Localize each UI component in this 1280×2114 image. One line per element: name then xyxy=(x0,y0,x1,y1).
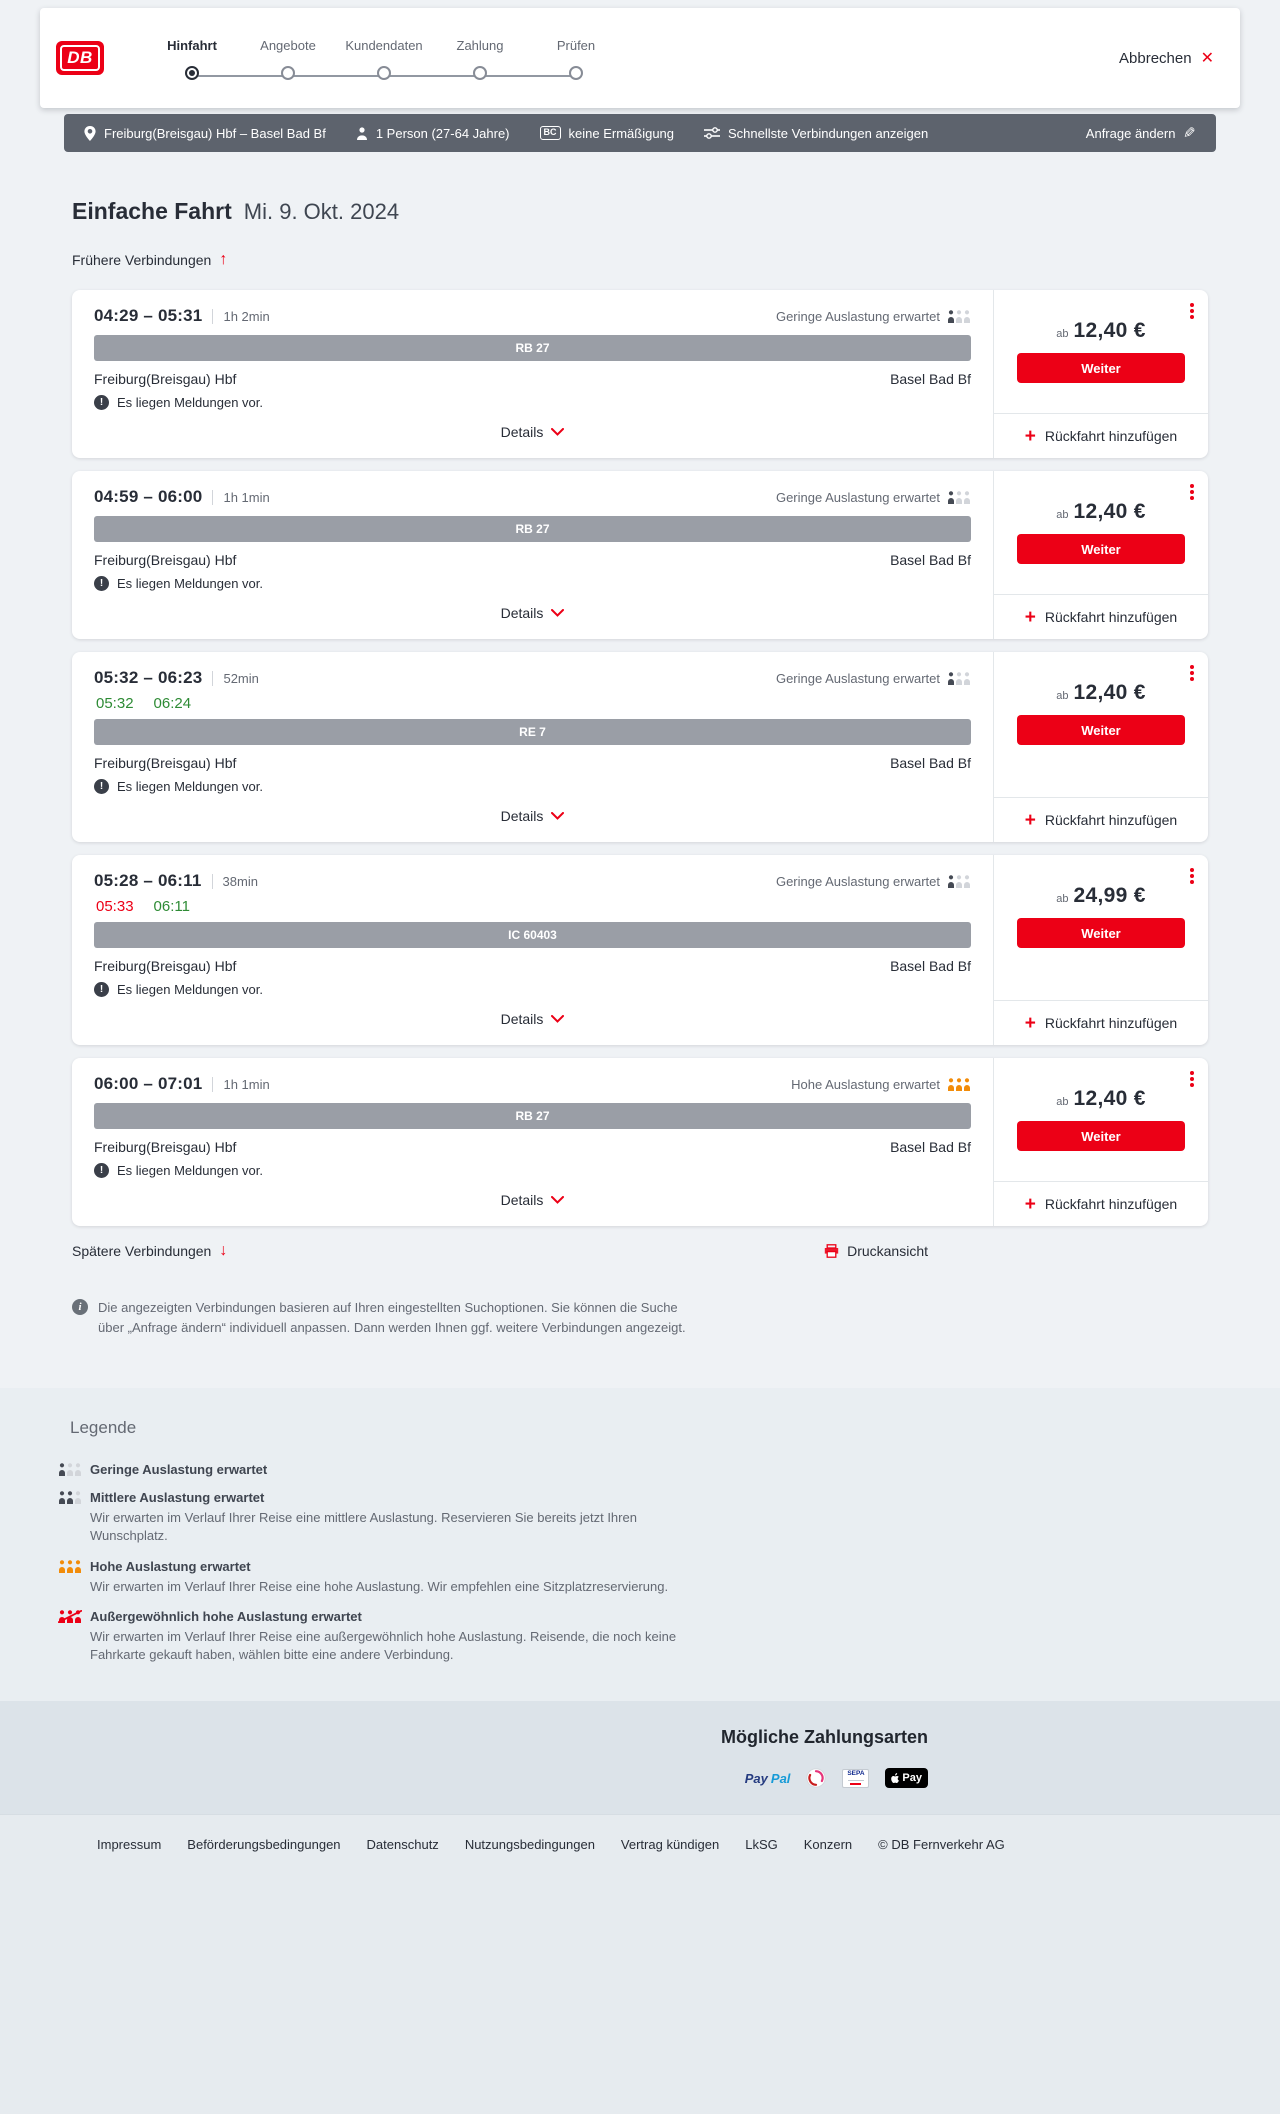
journey-passengers-label: 1 Person (27-64 Jahre) xyxy=(375,125,510,141)
pencil-icon xyxy=(1183,124,1196,142)
connection-card-1 xyxy=(72,290,1208,458)
journey-discount xyxy=(540,126,675,141)
payment-methods xyxy=(0,1768,928,1788)
footer-link-konzern[interactable]: Konzern xyxy=(803,1837,853,1853)
add-return-button[interactable]: + Rückfahrt hinzufügen xyxy=(994,594,1208,639)
step-dot-active xyxy=(185,66,199,80)
departure-station: Freiburg(Breisgau) Hbf xyxy=(94,958,237,974)
add-return-button[interactable]: + Rückfahrt hinzufügen xyxy=(994,1181,1208,1226)
journey-route xyxy=(84,126,326,141)
arrow-up-icon xyxy=(219,251,227,269)
train-label-bar[interactable]: RE 7 xyxy=(94,719,971,745)
occupancy-indicator: Geringe Auslastung erwartet xyxy=(776,490,971,505)
chevron-down-icon xyxy=(551,1015,564,1023)
plus-icon xyxy=(1025,1195,1036,1214)
occupancy-extreme-icon xyxy=(58,1610,82,1623)
divider xyxy=(212,490,213,505)
connection-duration: 1h 2min xyxy=(223,308,270,324)
footer-link-befoerderungsbedingungen[interactable]: Beförderungsbedingungen xyxy=(187,1837,341,1853)
progress-steps xyxy=(144,36,624,80)
connection-card-2 xyxy=(72,471,1208,639)
db-logo-text: DB xyxy=(60,45,100,71)
earlier-connections-label: Frühere Verbindungen xyxy=(72,252,212,268)
footer-copyright: © DB Fernverkehr AG xyxy=(878,1837,1005,1853)
chevron-down-icon xyxy=(551,1196,564,1204)
real-time-row xyxy=(96,898,971,915)
journey-route-label: Freiburg(Breisgau) Hbf – Basel Bad Bf xyxy=(104,125,326,141)
connection-card-3 xyxy=(72,652,1208,842)
departure-station: Freiburg(Breisgau) Hbf xyxy=(94,371,237,387)
continue-button[interactable]: Weiter xyxy=(1017,534,1185,564)
train-label-bar[interactable]: RB 27 xyxy=(94,516,971,542)
step-dot xyxy=(569,66,583,80)
step-hinfahrt: Hinfahrt xyxy=(144,38,240,80)
footer-link-impressum[interactable]: Impressum xyxy=(97,1837,162,1853)
warning-icon xyxy=(94,1163,109,1178)
fastest-connections-toggle[interactable] xyxy=(704,126,928,141)
details-toggle[interactable]: Details xyxy=(94,591,971,631)
warning-icon xyxy=(94,779,109,794)
footer xyxy=(0,1814,1280,2114)
real-arrival-time: 06:24 xyxy=(153,695,192,712)
departure-station: Freiburg(Breisgau) Hbf xyxy=(94,755,237,771)
occupancy-icon xyxy=(947,1078,971,1091)
later-connections-label: Spätere Verbindungen xyxy=(72,1243,212,1259)
edit-request-label: Anfrage ändern xyxy=(1085,125,1176,141)
step-dot xyxy=(281,66,295,80)
step-angebote: Angebote xyxy=(240,38,336,80)
arrival-station: Basel Bad Bf xyxy=(890,755,971,771)
warning-icon xyxy=(94,576,109,591)
divider xyxy=(212,1077,213,1092)
train-label-bar[interactable]: IC 60403 xyxy=(94,922,971,948)
connection-times: 06:00 – 07:01 xyxy=(94,1074,203,1093)
details-toggle[interactable]: Details xyxy=(94,794,971,834)
step-dot xyxy=(473,66,487,80)
notice-text: Es liegen Meldungen vor. xyxy=(117,1163,263,1178)
occupancy-icon xyxy=(947,672,971,685)
notice-text: Es liegen Meldungen vor. xyxy=(117,982,263,997)
cancel-button[interactable] xyxy=(1119,48,1214,68)
info-note xyxy=(72,1298,1208,1338)
legend-item-extreme: Außergewöhnlich hohe Auslastung erwartet Wir erwarten im Verlauf Ihrer Reise eine außergewöhnlich hohe Auslastung. Reisende, die noch keine Fahrkarte gekauft haben, wählen bitte eine andere Verbindung. xyxy=(58,1609,1208,1664)
warning-icon xyxy=(94,395,109,410)
print-view-link[interactable] xyxy=(824,1243,928,1259)
journey-discount-label: keine Ermäßigung xyxy=(568,125,675,141)
fastest-connections-label: Schnellste Verbindungen anzeigen xyxy=(728,125,929,141)
header-bar xyxy=(40,8,1240,108)
step-kundendaten: Kundendaten xyxy=(336,38,432,80)
arrow-down-icon xyxy=(219,1242,227,1260)
plus-icon xyxy=(1025,1014,1036,1033)
train-label-bar[interactable]: RB 27 xyxy=(94,1103,971,1129)
footer-link-datenschutz[interactable]: Datenschutz xyxy=(366,1837,439,1853)
sepa-icon: SEPA xyxy=(842,1769,869,1788)
step-zahlung: Zahlung xyxy=(432,38,528,80)
departure-station: Freiburg(Breisgau) Hbf xyxy=(94,1139,237,1155)
db-logo xyxy=(56,41,104,75)
step-pruefen: Prüfen xyxy=(528,38,624,80)
occupancy-indicator: Geringe Auslastung erwartet xyxy=(776,671,971,686)
filter-sliders-icon xyxy=(704,127,720,139)
warning-icon xyxy=(94,982,109,997)
real-arrival-time: 06:11 xyxy=(153,898,190,915)
more-options-menu[interactable] xyxy=(1187,662,1197,684)
occupancy-icon xyxy=(947,875,971,888)
edit-request-button[interactable] xyxy=(1086,124,1196,142)
connection-times: 05:32 – 06:23 xyxy=(94,668,203,687)
more-options-menu[interactable] xyxy=(1187,481,1197,503)
price: ab 12,40 € xyxy=(1056,1087,1146,1110)
more-options-menu[interactable] xyxy=(1187,865,1197,887)
apple-logo-icon xyxy=(891,1773,900,1784)
arrival-station: Basel Bad Bf xyxy=(890,958,971,974)
travel-date: Mi. 9. Okt. 2024 xyxy=(243,199,400,224)
arrival-station: Basel Bad Bf xyxy=(890,552,971,568)
journey-passengers xyxy=(356,126,510,141)
details-toggle[interactable]: Details xyxy=(94,997,971,1037)
journey-summary-bar xyxy=(64,114,1216,152)
add-return-button[interactable]: + Rückfahrt hinzufügen xyxy=(994,1000,1208,1045)
occupancy-indicator: Hohe Auslastung erwartet xyxy=(791,1077,971,1092)
step-dot xyxy=(377,66,391,80)
printer-icon xyxy=(824,1244,839,1258)
legend-title: Legende xyxy=(70,1418,137,1438)
continue-button[interactable]: Weiter xyxy=(1017,715,1185,745)
price: ab 12,40 € xyxy=(1056,500,1146,523)
divider xyxy=(212,671,213,686)
arrival-station: Basel Bad Bf xyxy=(890,371,971,387)
connection-times: 04:29 – 05:31 xyxy=(94,306,203,325)
info-text: Die angezeigten Verbindungen basieren auf Ihren eingestellten Suchoptionen. Sie können die Suche über „Anfrage ändern“ individuell anpassen. Dann werden Ihnen ggf. weitere Verbindungen angezeigt. xyxy=(98,1300,686,1336)
location-pin-icon xyxy=(84,126,96,141)
details-toggle[interactable]: Details xyxy=(94,410,971,450)
cancel-label: Abbrechen xyxy=(1119,49,1192,67)
plus-icon xyxy=(1025,427,1036,446)
chevron-down-icon xyxy=(551,428,564,436)
page-title: Einfache Fahrt xyxy=(72,198,232,224)
paypal-icon: Pay Pal xyxy=(744,1770,791,1786)
bahncard-icon: BC xyxy=(540,126,561,140)
later-connections-link[interactable] xyxy=(72,1242,227,1260)
add-return-button[interactable]: + Rückfahrt hinzufügen xyxy=(994,797,1208,842)
legend-item-medium: Mittlere Auslastung erwartet Wir erwarten im Verlauf Ihrer Reise eine mittlere Auslastung. Reservieren Sie bereits jetzt Ihren Wunschplatz. xyxy=(58,1490,1208,1545)
connection-duration: 1h 1min xyxy=(223,1076,270,1092)
arrival-station: Basel Bad Bf xyxy=(890,1139,971,1155)
connection-duration: 52min xyxy=(223,670,259,686)
legend-item-high: Hohe Auslastung erwartet Wir erwarten im Verlauf Ihrer Reise eine hohe Auslastung. Wir empfehlen eine Sitzplatzreservierung. xyxy=(58,1559,1208,1596)
occupancy-indicator: Geringe Auslastung erwartet xyxy=(776,874,971,889)
connection-duration: 1h 1min xyxy=(223,489,270,505)
divider xyxy=(212,309,213,324)
connection-duration: 38min xyxy=(222,873,258,889)
more-options-menu[interactable] xyxy=(1187,300,1197,322)
price: ab 24,99 € xyxy=(1056,884,1146,907)
chevron-down-icon xyxy=(551,812,564,820)
plus-icon xyxy=(1025,811,1036,830)
occupancy-low-icon xyxy=(58,1463,82,1476)
connection-card-5 xyxy=(72,1058,1208,1226)
legend-item-low: Geringe Auslastung erwartet xyxy=(58,1462,1208,1477)
continue-button[interactable]: Weiter xyxy=(1017,353,1185,383)
departure-station: Freiburg(Breisgau) Hbf xyxy=(94,552,237,568)
print-view-label: Druckansicht xyxy=(847,1243,928,1259)
real-time-row xyxy=(96,695,971,712)
price: ab 12,40 € xyxy=(1056,681,1146,704)
occupancy-icon xyxy=(947,491,971,504)
close-icon xyxy=(1201,48,1214,68)
connection-times: 05:28 – 06:11 xyxy=(94,871,202,890)
footer-link-lksg[interactable]: LkSG xyxy=(745,1837,778,1853)
more-options-menu[interactable] xyxy=(1187,1068,1197,1090)
real-departure-time: 05:33 xyxy=(96,898,134,915)
occupancy-medium-icon xyxy=(58,1491,82,1504)
footer-link-vertrag-kuendigen[interactable]: Vertrag kündigen xyxy=(620,1837,720,1853)
notice-text: Es liegen Meldungen vor. xyxy=(117,395,263,410)
info-icon xyxy=(72,1299,88,1315)
price: ab 12,40 € xyxy=(1056,319,1146,342)
notice-text: Es liegen Meldungen vor. xyxy=(117,576,263,591)
connection-card-4 xyxy=(72,855,1208,1045)
earlier-connections-link[interactable] xyxy=(72,251,227,269)
chevron-down-icon xyxy=(551,609,564,617)
notice-text: Es liegen Meldungen vor. xyxy=(117,779,263,794)
person-icon xyxy=(356,127,368,140)
continue-button[interactable]: Weiter xyxy=(1017,1121,1185,1151)
divider xyxy=(212,874,213,889)
payment-title: Mögliche Zahlungsarten xyxy=(720,1727,928,1748)
connection-times: 04:59 – 06:00 xyxy=(94,487,203,506)
add-return-button[interactable]: + Rückfahrt hinzufügen xyxy=(994,413,1208,458)
legend-section xyxy=(0,1388,1280,1701)
page-title-row xyxy=(72,198,1208,225)
train-label-bar[interactable]: RB 27 xyxy=(94,335,971,361)
apple-pay-icon: Pay xyxy=(885,1768,928,1788)
occupancy-high-icon xyxy=(58,1560,82,1573)
real-departure-time: 05:32 xyxy=(96,695,134,712)
payment-section xyxy=(0,1701,1280,1814)
circular-payment-logo-icon xyxy=(806,1768,826,1788)
occupancy-indicator: Geringe Auslastung erwartet xyxy=(776,309,971,324)
plus-icon xyxy=(1025,608,1036,627)
footer-link-nutzungsbedingungen[interactable]: Nutzungsbedingungen xyxy=(464,1837,595,1853)
continue-button[interactable]: Weiter xyxy=(1017,918,1185,948)
details-toggle[interactable]: Details xyxy=(94,1178,971,1218)
occupancy-icon xyxy=(947,310,971,323)
